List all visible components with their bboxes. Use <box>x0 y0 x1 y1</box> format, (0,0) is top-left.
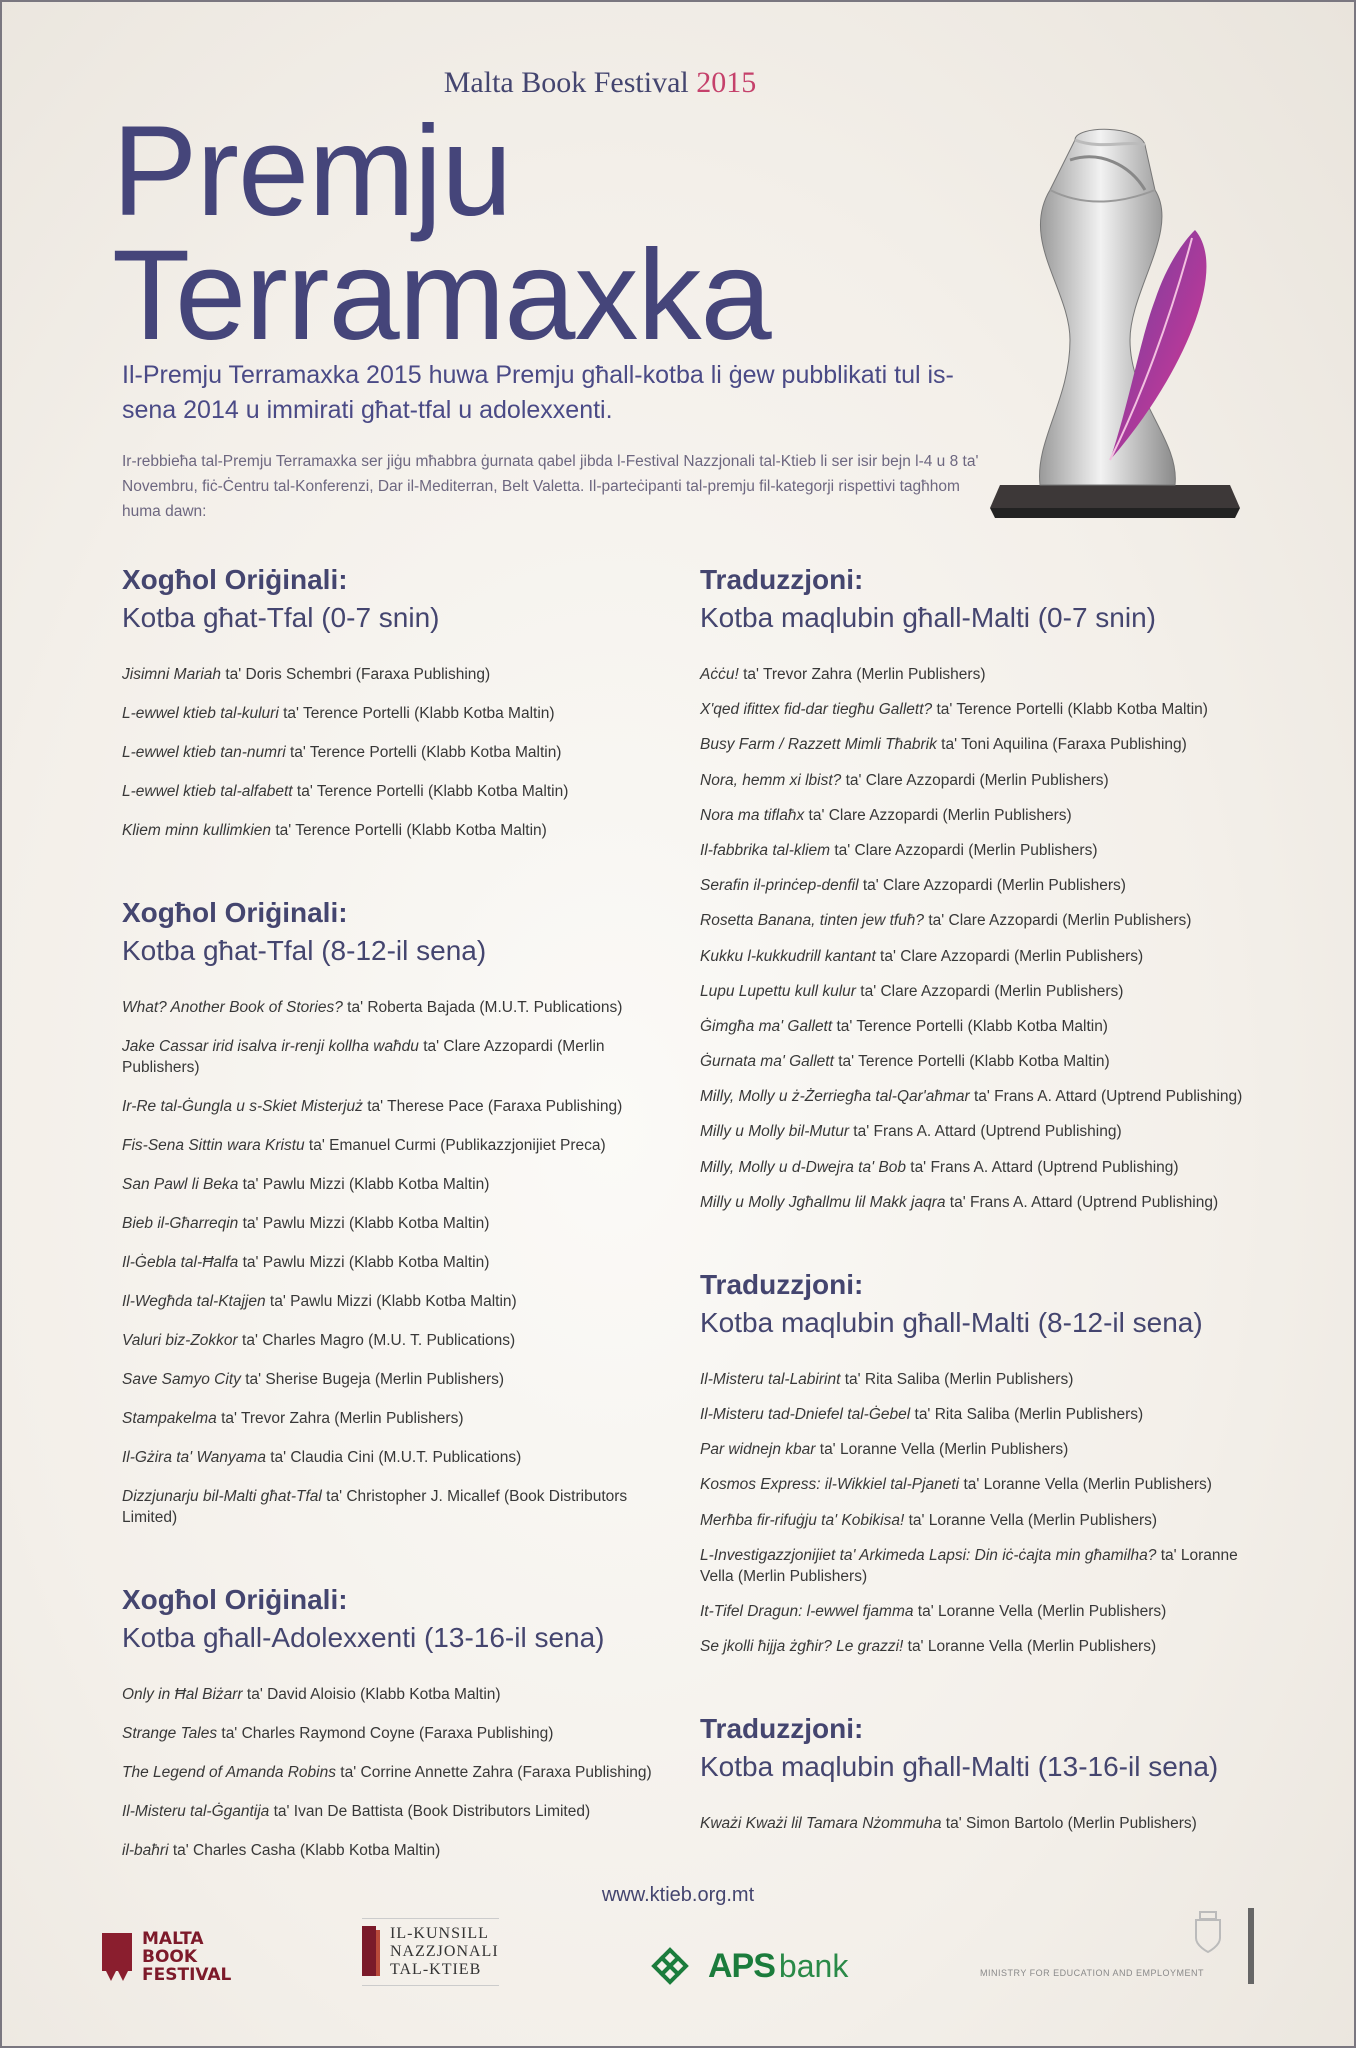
aps-bank-logo <box>644 1946 848 1986</box>
category-heading: Xogħol Oriġinali: <box>122 564 348 595</box>
category-heading: Xogħol Oriġinali: <box>122 1584 348 1615</box>
book-author-publisher: ta' Pawlu Mizzi (Klabb Kotba Maltin) <box>265 1293 517 1310</box>
book-author-publisher: ta' Frans A. Attard (Uptrend Publishing) <box>969 1088 1243 1106</box>
book-author-publisher: ta' Trevor Zahra (Merlin Publishers) <box>216 1410 464 1427</box>
book-title: Strange Tales <box>122 1725 218 1742</box>
book-author-publisher: ta' Sherise Bugeja (Merlin Publishers) <box>240 1371 505 1388</box>
book-author-publisher: ta' Terence Portelli (Klabb Kotba Maltin) <box>271 822 547 839</box>
book-author-publisher: ta' Terence Portelli (Klabb Kotba Maltin) <box>278 705 555 722</box>
book-entry <box>122 1036 682 1078</box>
kunsill-logo <box>362 1918 499 1986</box>
category-heading: Xogħol Oriġinali: <box>122 897 348 928</box>
book-title: Milly u Molly bil-Mutur <box>700 1123 849 1141</box>
book-title: Jisimni Mariah <box>122 666 222 683</box>
book-title: Kważi Kważi lil Tamara Nżommuha <box>700 1815 942 1833</box>
book-entry <box>122 1801 682 1822</box>
kunsill-line-1: IL-KUNSILL <box>390 1925 489 1942</box>
book-title: Valuri biz-Zokkor <box>122 1332 238 1349</box>
book-author-publisher: ta' Frans A. Attard (Uptrend Publishing) <box>945 1193 1219 1211</box>
book-author-publisher: ta' Trevor Zahra (Merlin Publishers) <box>738 666 986 683</box>
book-author-publisher: ta' Christopher J. Micallef (Book Distributors Limited) <box>122 1488 628 1526</box>
book-title: Il-Misteru tal-Labirint <box>700 1370 841 1388</box>
kunsill-line-2: NAZZJONALI <box>390 1943 499 1960</box>
right-column <box>700 562 1260 1888</box>
intro-paragraph: Ir-rebbieħa tal-Premju Terramaxka ser jiġu mħabbra ġurnata qabel jibda l-Festival Nazzjonali tal-Ktieb li ser isir bejn l-4 u 8 ta' Novembru, fiċ-Ċentru tal-Konferenzi, Dar il-Mediterran, Belt Valetta. Il-parteċipanti tal-premju fil-kategorji rispettivi tagħhom huma dawn: <box>122 453 979 520</box>
coat-of-arms-icon <box>1188 1908 1228 1956</box>
book-entry <box>700 910 1260 931</box>
category-heading: Traduzzjoni: <box>700 1713 864 1745</box>
book-title: il-baħri <box>122 1842 169 1859</box>
book-entry <box>700 1510 1260 1531</box>
book-entry <box>700 1404 1260 1425</box>
book-entry <box>122 1252 682 1273</box>
book-entry <box>700 1474 1260 1495</box>
book-title: Par widnejn kbar <box>700 1441 816 1459</box>
book-entry <box>122 997 682 1018</box>
book-title: Rosetta Banana, tinten jew tfuħ? <box>700 912 925 930</box>
book-author-publisher: ta' Loranne Vella (Merlin Publishers) <box>700 1546 1238 1585</box>
book-entry <box>700 770 1260 791</box>
book-entry <box>700 1016 1260 1037</box>
book-entry <box>122 1135 682 1156</box>
title-line-1: Premju <box>112 100 512 243</box>
book-author-publisher: ta' Terence Portelli (Klabb Kotba Maltin) <box>292 783 569 800</box>
book-entry <box>122 1408 682 1429</box>
book-author-publisher: ta' Corrine Annette Zahra (Faraxa Publishing) <box>336 1764 652 1781</box>
book-title: Kosmos Express: il-Wikkiel tal-Pjaneti <box>700 1476 960 1494</box>
book-title: L-ewwel ktieb tan-numri <box>122 744 286 761</box>
mbf-line-1: MALTA <box>142 1929 204 1949</box>
book-entry <box>700 840 1260 861</box>
award-category <box>122 895 682 1528</box>
book-author-publisher: ta' Terence Portelli (Klabb Kotba Maltin) <box>932 701 1208 719</box>
award-category <box>700 1711 1260 1834</box>
book-entry <box>700 1636 1260 1657</box>
page-title <box>112 100 771 367</box>
left-column <box>122 562 682 1915</box>
book-author-publisher: ta' Clare Azzopardi (Merlin Publishers) <box>924 912 1192 930</box>
book-author-publisher: ta' Pawlu Mizzi (Klabb Kotba Maltin) <box>238 1215 490 1232</box>
book-title: Stampakelma <box>122 1410 217 1427</box>
ministry-logo <box>980 1904 1260 1984</box>
book-entry <box>700 1157 1260 1178</box>
book-author-publisher: ta' Emanuel Curmi (Publikazzjonijiet Preca) <box>304 1137 606 1154</box>
book-title: X'qed ifittex fid-dar tiegħu Gallett? <box>700 701 933 719</box>
book-entry <box>122 664 682 685</box>
book-author-publisher: ta' Loranne Vella (Merlin Publishers) <box>913 1602 1167 1620</box>
festival-year: 2015 <box>696 66 757 99</box>
award-category <box>122 562 682 841</box>
book-author-publisher: ta' Charles Casha (Klabb Kotba Maltin) <box>168 1842 441 1859</box>
book-author-publisher: ta' Clare Azzopardi (Merlin Publishers) <box>855 982 1124 1000</box>
book-author-publisher: ta' Terence Portelli (Klabb Kotba Maltin) <box>832 1017 1108 1035</box>
book-entry <box>122 703 682 724</box>
book-title: Il-Gżira ta' Wanyama <box>122 1449 266 1466</box>
book-title: Nora ma tiflaħx <box>700 806 805 824</box>
category-subheading: Kotba għat-Tfal (0-7 snin) <box>122 602 440 633</box>
book-author-publisher: ta' Frans A. Attard (Uptrend Publishing) <box>905 1158 1179 1176</box>
book-title: Nora, hemm xi lbist? <box>700 771 842 789</box>
book-author-publisher: ta' Loranne Vella (Merlin Publishers) <box>959 1476 1212 1494</box>
book-spine-icon <box>362 1926 382 1978</box>
book-title: What? Another Book of Stories? <box>122 999 343 1016</box>
book-title: Serafin il-prinċep-denfil <box>700 877 859 895</box>
book-title: Jake Cassar irid isalva ir-renji kollha waħdu <box>122 1038 419 1055</box>
book-entry <box>700 734 1260 755</box>
book-entry <box>122 1762 682 1783</box>
lead-paragraph: Il-Premju Terramaxka 2015 huwa Premju għall-kotba li ġew pubblikati tul is-sena 2014 u immirati għat-tfal u adolexxenti. <box>122 361 954 424</box>
book-entry <box>122 1486 682 1528</box>
aps-diamond-icon <box>644 1946 700 1986</box>
book-entry <box>700 1439 1260 1460</box>
book-author-publisher: ta' Loranne Vella (Merlin Publishers) <box>904 1511 1158 1529</box>
book-entry <box>122 1174 682 1195</box>
category-subheading: Kotba għall-Adolexxenti (13-16-il sena) <box>122 1622 605 1653</box>
book-entry <box>122 1723 682 1744</box>
ministry-text: MINISTRY FOR EDUCATION AND EMPLOYMENT <box>980 1968 1205 1978</box>
mbf-line-2: BOOK <box>142 1947 198 1967</box>
award-category <box>700 562 1260 1213</box>
book-author-publisher: ta' Rita Saliba (Merlin Publishers) <box>840 1370 1074 1388</box>
book-author-publisher: ta' Claudia Cini (M.U.T. Publications) <box>265 1449 522 1466</box>
book-entry <box>700 981 1260 1002</box>
malta-book-festival-logo <box>100 1930 231 1984</box>
book-title: It-Tifel Dragun: l-ewwel fjamma <box>700 1602 914 1620</box>
book-title: Only in Ħal Biżarr <box>122 1686 243 1703</box>
book-author-publisher: ta' Terence Portelli (Klabb Kotba Maltin) <box>833 1053 1110 1071</box>
aps-bank-text: bank <box>778 1947 849 1984</box>
category-heading: Traduzzjoni: <box>700 1268 864 1300</box>
book-title: Il-Wegħda tal-Ktajjen <box>122 1293 266 1310</box>
book-author-publisher: ta' Charles Magro (M.U. T. Publications) <box>237 1332 516 1349</box>
mbf-line-3: FESTIVAL <box>142 1965 232 1985</box>
book-entry <box>122 1213 682 1234</box>
book-entry <box>122 1840 682 1861</box>
book-title: Ġimgħa ma' Gallett <box>700 1017 833 1035</box>
aps-bold-text: APS <box>708 1946 775 1985</box>
book-entry <box>122 1369 682 1390</box>
book-author-publisher: ta' Charles Raymond Coyne (Faraxa Publishing) <box>217 1725 554 1742</box>
book-title: L-ewwel ktieb tal-kuluri <box>122 705 279 722</box>
book-author-publisher: ta' Clare Azzopardi (Merlin Publishers) <box>804 806 1072 824</box>
book-author-publisher: ta' Loranne Vella (Merlin Publishers) <box>815 1441 1069 1459</box>
book-entry <box>700 1601 1260 1622</box>
book-title: San Pawl li Beka <box>122 1176 239 1193</box>
book-title: Kliem minn kullimkien <box>122 822 272 839</box>
book-title: Ġurnata ma' Gallett <box>700 1053 834 1071</box>
book-entry <box>122 1330 682 1351</box>
category-heading: Traduzzjoni: <box>700 564 864 595</box>
book-title: Il-Misteru tad-Dniefel tal-Ġebel <box>700 1406 911 1423</box>
book-icon <box>100 1931 134 1983</box>
book-author-publisher: ta' Terence Portelli (Klabb Kotba Maltin) <box>285 744 562 761</box>
book-entry <box>700 1545 1260 1587</box>
book-author-publisher: ta' Clare Azzopardi (Merlin Publishers) <box>830 841 1098 859</box>
book-entry <box>700 1086 1260 1107</box>
book-entry <box>700 805 1260 826</box>
book-author-publisher: ta' Toni Aquilina (Faraxa Publishing) <box>936 736 1187 754</box>
book-entry <box>700 1121 1260 1142</box>
book-title: Save Samyo City <box>122 1371 241 1388</box>
book-author-publisher: ta' Loranne Vella (Merlin Publishers) <box>903 1638 1157 1656</box>
book-entry <box>122 1447 682 1468</box>
book-entry <box>122 742 682 763</box>
book-entry <box>700 1369 1260 1390</box>
book-entry <box>122 781 682 802</box>
book-author-publisher: ta' Roberta Bajada (M.U.T. Publications) <box>342 999 623 1016</box>
book-entry <box>700 1192 1260 1213</box>
book-author-publisher: ta' Simon Bartolo (Merlin Publishers) <box>941 1815 1197 1833</box>
book-author-publisher: ta' Ivan De Battista (Book Distributors Limited) <box>269 1803 591 1820</box>
book-author-publisher: ta' Doris Schembri (Faraxa Publishing) <box>221 666 491 683</box>
book-title: L-Investigazzjonijiet ta' Arkimeda Lapsi: Din iċ-ċajta min għamilha? <box>700 1546 1157 1564</box>
book-entry <box>700 1051 1260 1072</box>
book-title: Bieb il-Għarreqin <box>122 1215 239 1232</box>
book-author-publisher: ta' Frans A. Attard (Uptrend Publishing) <box>849 1123 1122 1141</box>
book-title: Lupu Lupettu kull kulur <box>700 982 856 1000</box>
category-subheading: Kotba għat-Tfal (8-12-il sena) <box>122 935 487 966</box>
festival-name: Malta Book Festival <box>443 66 689 99</box>
book-title: Busy Farm / Razzett Mimli Tħabrik <box>700 736 937 754</box>
book-author-publisher: ta' Clare Azzopardi (Merlin Publishers) <box>122 1038 605 1076</box>
book-author-publisher: ta' Clare Azzopardi (Merlin Publishers) <box>875 947 1144 965</box>
award-category <box>122 1582 682 1861</box>
book-title: Milly, Molly u d-Dwejra ta' Bob <box>700 1158 906 1176</box>
book-title: Se jkolli ħijja żgħir? Le grazzi! <box>700 1638 904 1656</box>
website-link[interactable]: www.ktieb.org.mt <box>601 1884 755 1906</box>
book-entry <box>122 820 682 841</box>
book-entry <box>122 1291 682 1312</box>
book-author-publisher: ta' Rita Saliba (Merlin Publishers) <box>910 1406 1144 1423</box>
award-category <box>700 1267 1260 1657</box>
book-title: Merħba fir-rifuġju ta' Kobikisa! <box>700 1511 905 1529</box>
book-entry <box>700 875 1260 896</box>
book-title: Dizzjunarju bil-Malti għat-Tfal <box>122 1488 322 1505</box>
book-entry <box>700 1813 1260 1834</box>
book-title: Milly, Molly u ż-Żerriegħa tal-Qar'aħmar <box>700 1088 970 1106</box>
book-title: The Legend of Amanda Robins <box>122 1764 336 1781</box>
book-title: Il-fabbrika tal-kliem <box>700 841 831 859</box>
ministry-divider <box>1248 1908 1254 1984</box>
book-entry <box>122 1684 682 1705</box>
book-title: Il-Misteru tal-Ġgantija <box>122 1803 270 1820</box>
book-entry <box>122 1096 682 1117</box>
book-title: Fis-Sena Sittin wara Kristu <box>122 1137 305 1154</box>
book-author-publisher: ta' Pawlu Mizzi (Klabb Kotba Maltin) <box>238 1176 490 1193</box>
book-title: Kukku l-kukkudrill kantant <box>700 947 876 965</box>
book-author-publisher: ta' Therese Pace (Faraxa Publishing) <box>362 1098 623 1115</box>
category-subheading: Kotba maqlubin għall-Malti (13-16-il sena) <box>700 1751 1219 1783</box>
book-author-publisher: ta' Clare Azzopardi (Merlin Publishers) <box>841 771 1109 789</box>
book-title: Aċċu! <box>700 666 739 683</box>
title-line-2: Terramaxka <box>112 224 771 367</box>
book-title: Ir-Re tal-Ġungla u s-Skiet Misterjuż <box>122 1098 363 1115</box>
festival-header <box>0 66 1200 100</box>
book-author-publisher: ta' David Aloisio (Klabb Kotba Maltin) <box>242 1686 501 1703</box>
book-entry <box>700 946 1260 967</box>
book-title: L-ewwel ktieb tal-alfabett <box>122 783 293 800</box>
book-title: Il-Ġebla tal-Ħalfa <box>122 1254 239 1271</box>
book-author-publisher: ta' Clare Azzopardi (Merlin Publishers) <box>858 877 1126 895</box>
book-entry <box>700 699 1260 720</box>
trophy-feather-icon <box>980 120 1240 530</box>
book-entry <box>700 664 1260 685</box>
category-subheading: Kotba maqlubin għall-Malti (0-7 snin) <box>700 602 1156 633</box>
category-subheading: Kotba maqlubin għall-Malti (8-12-il sena) <box>700 1306 1203 1338</box>
book-author-publisher: ta' Pawlu Mizzi (Klabb Kotba Maltin) <box>238 1254 490 1271</box>
book-title: Milly u Molly Jgħallmu lil Makk jaqra <box>700 1193 946 1211</box>
kunsill-line-3: TAL-KTIEB <box>390 1961 482 1978</box>
